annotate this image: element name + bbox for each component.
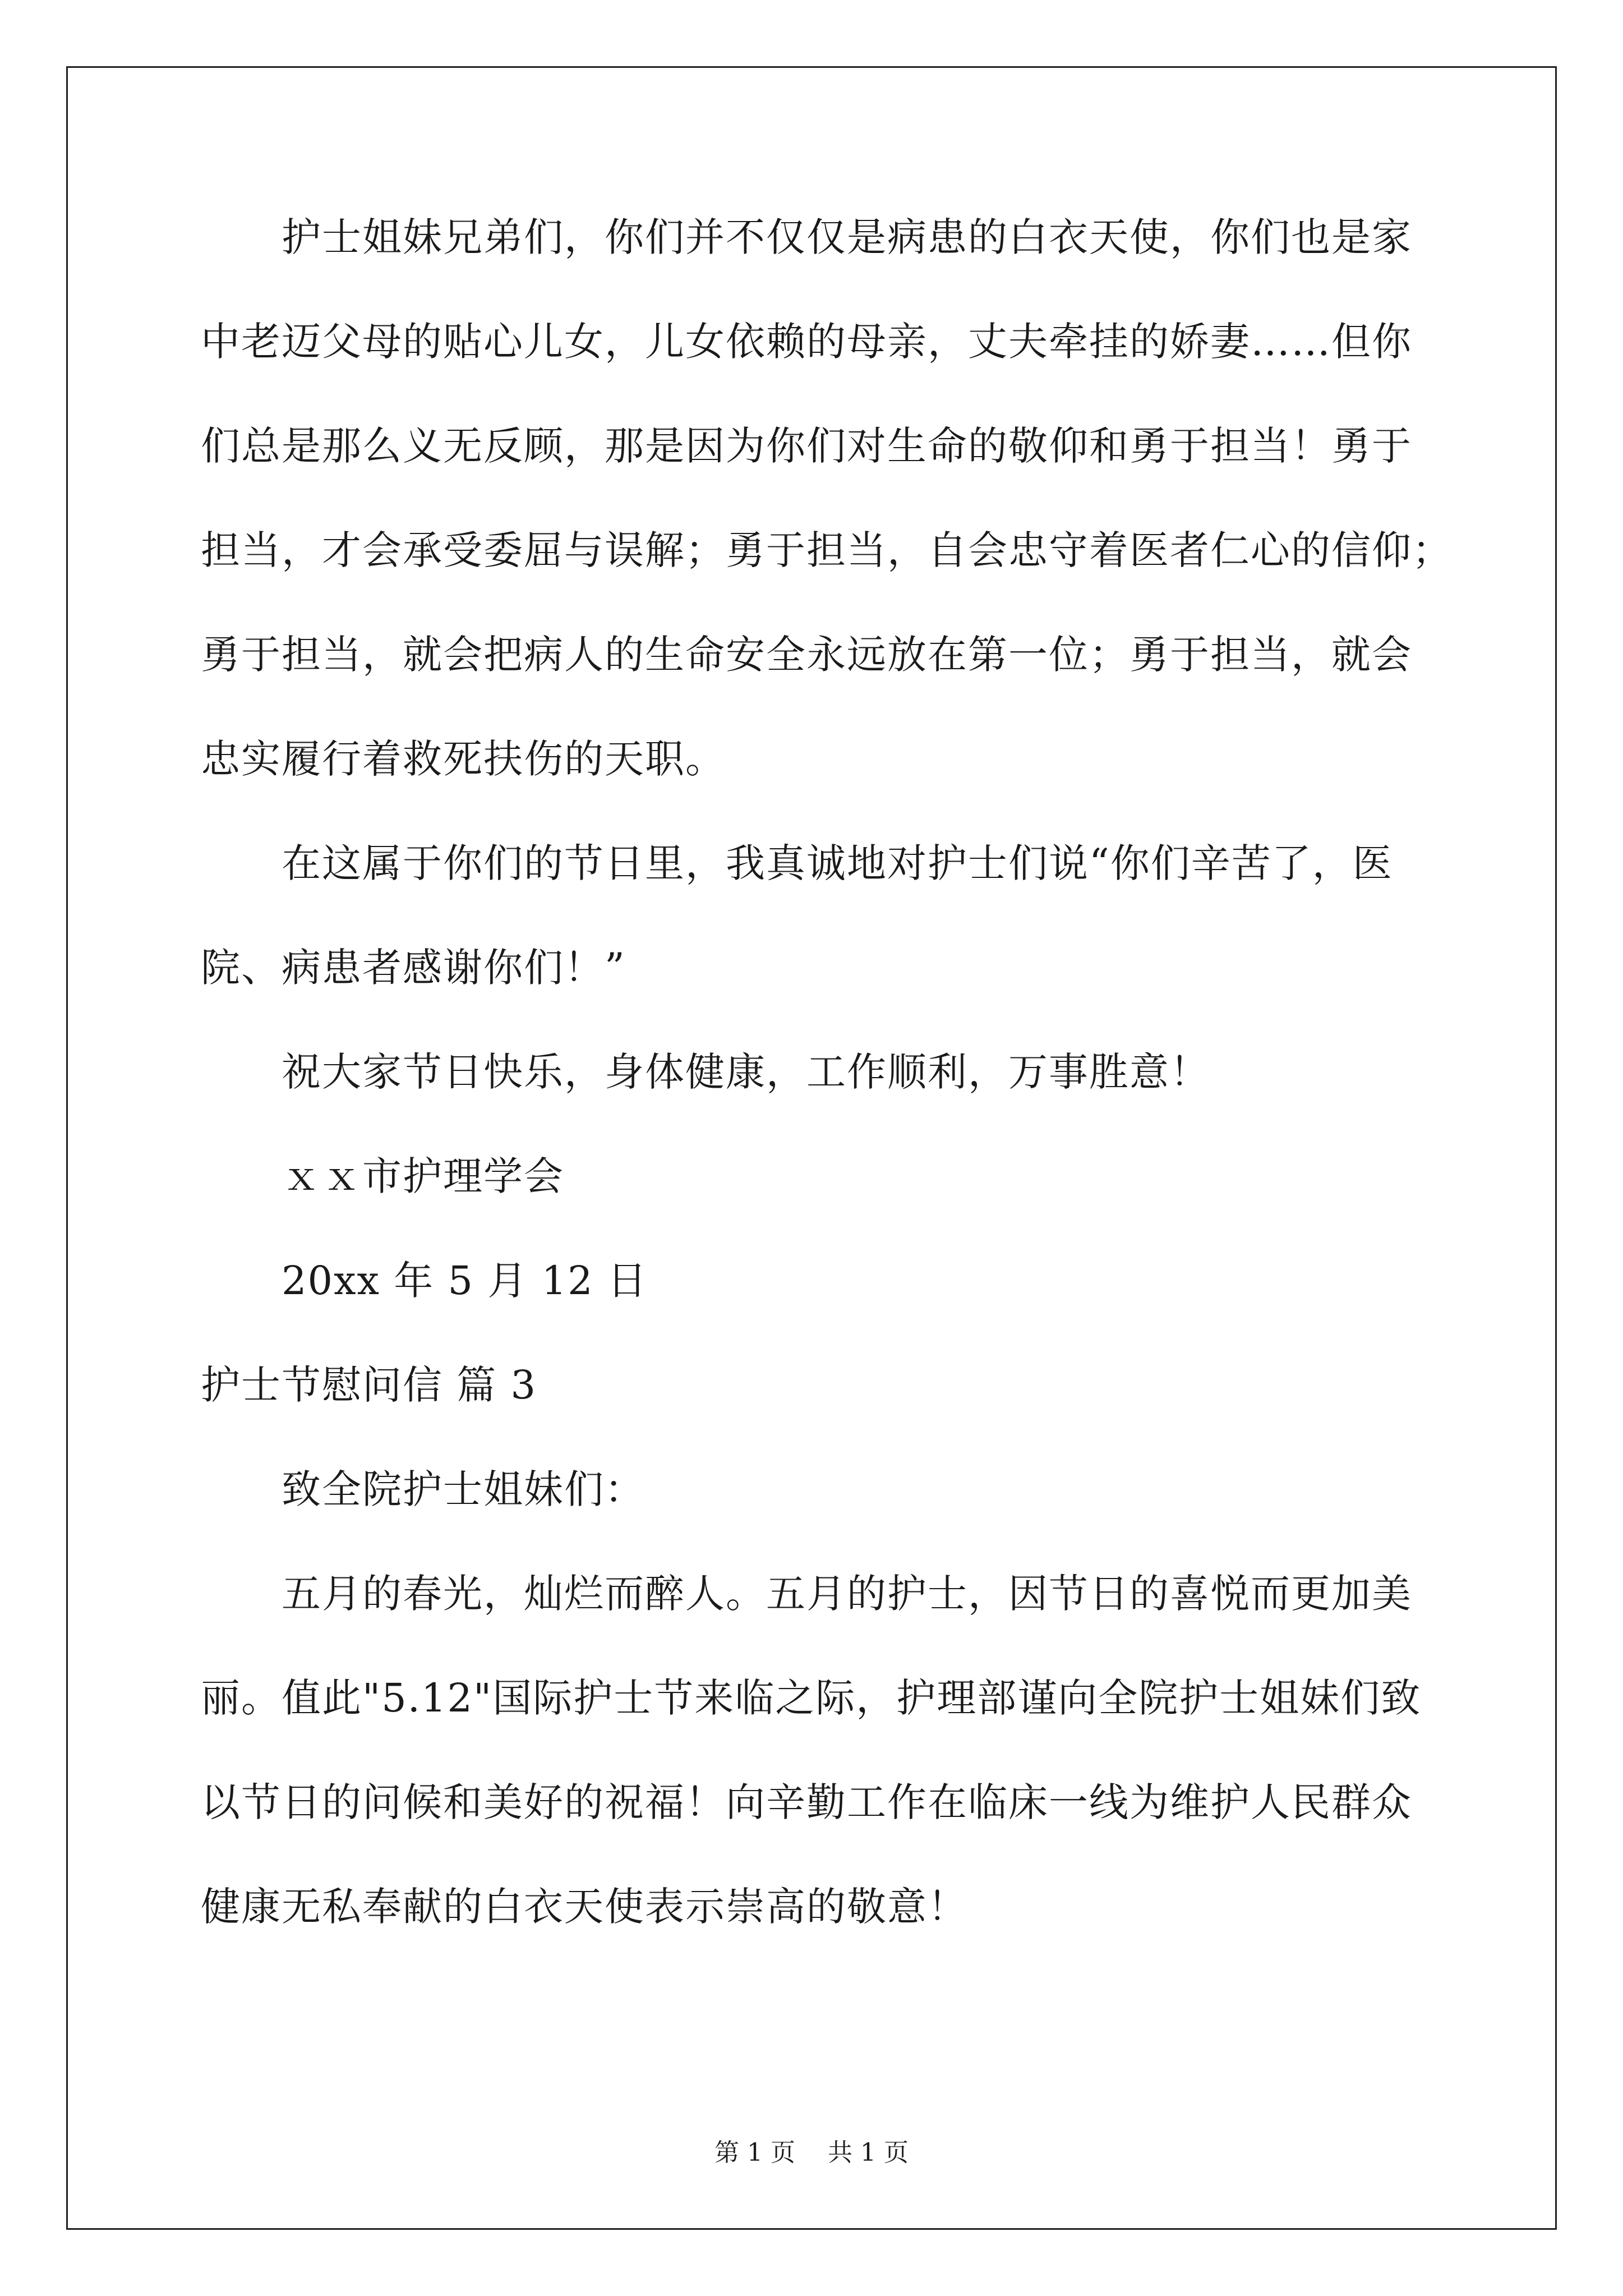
page-total: 共 1 页 bbox=[828, 2138, 909, 2167]
paragraph-line: 们总是那么义无反顾，那是因为你们对生命的敬仰和勇于担当！勇于 bbox=[201, 423, 1412, 469]
paragraph-line: 五月的春光，灿烂而醉人。五月的护士，因节日的喜悦而更加美 bbox=[282, 1571, 1412, 1617]
paragraph-line: 院、病患者感谢你们！” bbox=[201, 945, 626, 991]
paragraph-line: 中老迈父母的贴心儿女，儿女依赖的母亲，丈夫牵挂的娇妻……但你 bbox=[201, 319, 1412, 365]
signature-org: ｘｘ市护理学会 bbox=[282, 1153, 564, 1199]
paragraph-line: 祝大家节日快乐，身体健康，工作顺利，万事胜意！ bbox=[282, 1049, 1210, 1095]
page-footer bbox=[0, 2137, 1623, 2169]
paragraph-line: 勇于担当，就会把病人的生命安全永远放在第一位；勇于担当，就会 bbox=[201, 632, 1412, 678]
page-number: 第 1 页 bbox=[714, 2138, 795, 2167]
paragraph-line: 在这属于你们的节日里，我真诚地对护士们说“你们辛苦了，医 bbox=[282, 840, 1393, 886]
section-heading: 护士节慰问信 篇 3 bbox=[201, 1362, 537, 1408]
paragraph-line: 忠实履行着救死扶伤的天职。 bbox=[201, 736, 726, 782]
paragraph-line: 健康无私奉献的白衣天使表示崇高的敬意！ bbox=[201, 1884, 968, 1930]
paragraph-line: 以节日的问候和美好的祝福！向辛勤工作在临床一线为维护人民群众 bbox=[201, 1779, 1412, 1825]
paragraph-line: 担当，才会承受委屈与误解；勇于担当，自会忠守着医者仁心的信仰； bbox=[201, 527, 1453, 573]
signature-date: 20xx 年 5 月 12 日 bbox=[282, 1258, 648, 1304]
paragraph-line: 护士姐妹兄弟们，你们并不仅仅是病患的白衣天使，你们也是家 bbox=[282, 214, 1412, 260]
paragraph-line: 丽。值此"5.12"国际护士节来临之际，护理部谨向全院护士姐妹们致 bbox=[201, 1675, 1422, 1721]
salutation: 致全院护士姐妹们： bbox=[282, 1466, 645, 1512]
